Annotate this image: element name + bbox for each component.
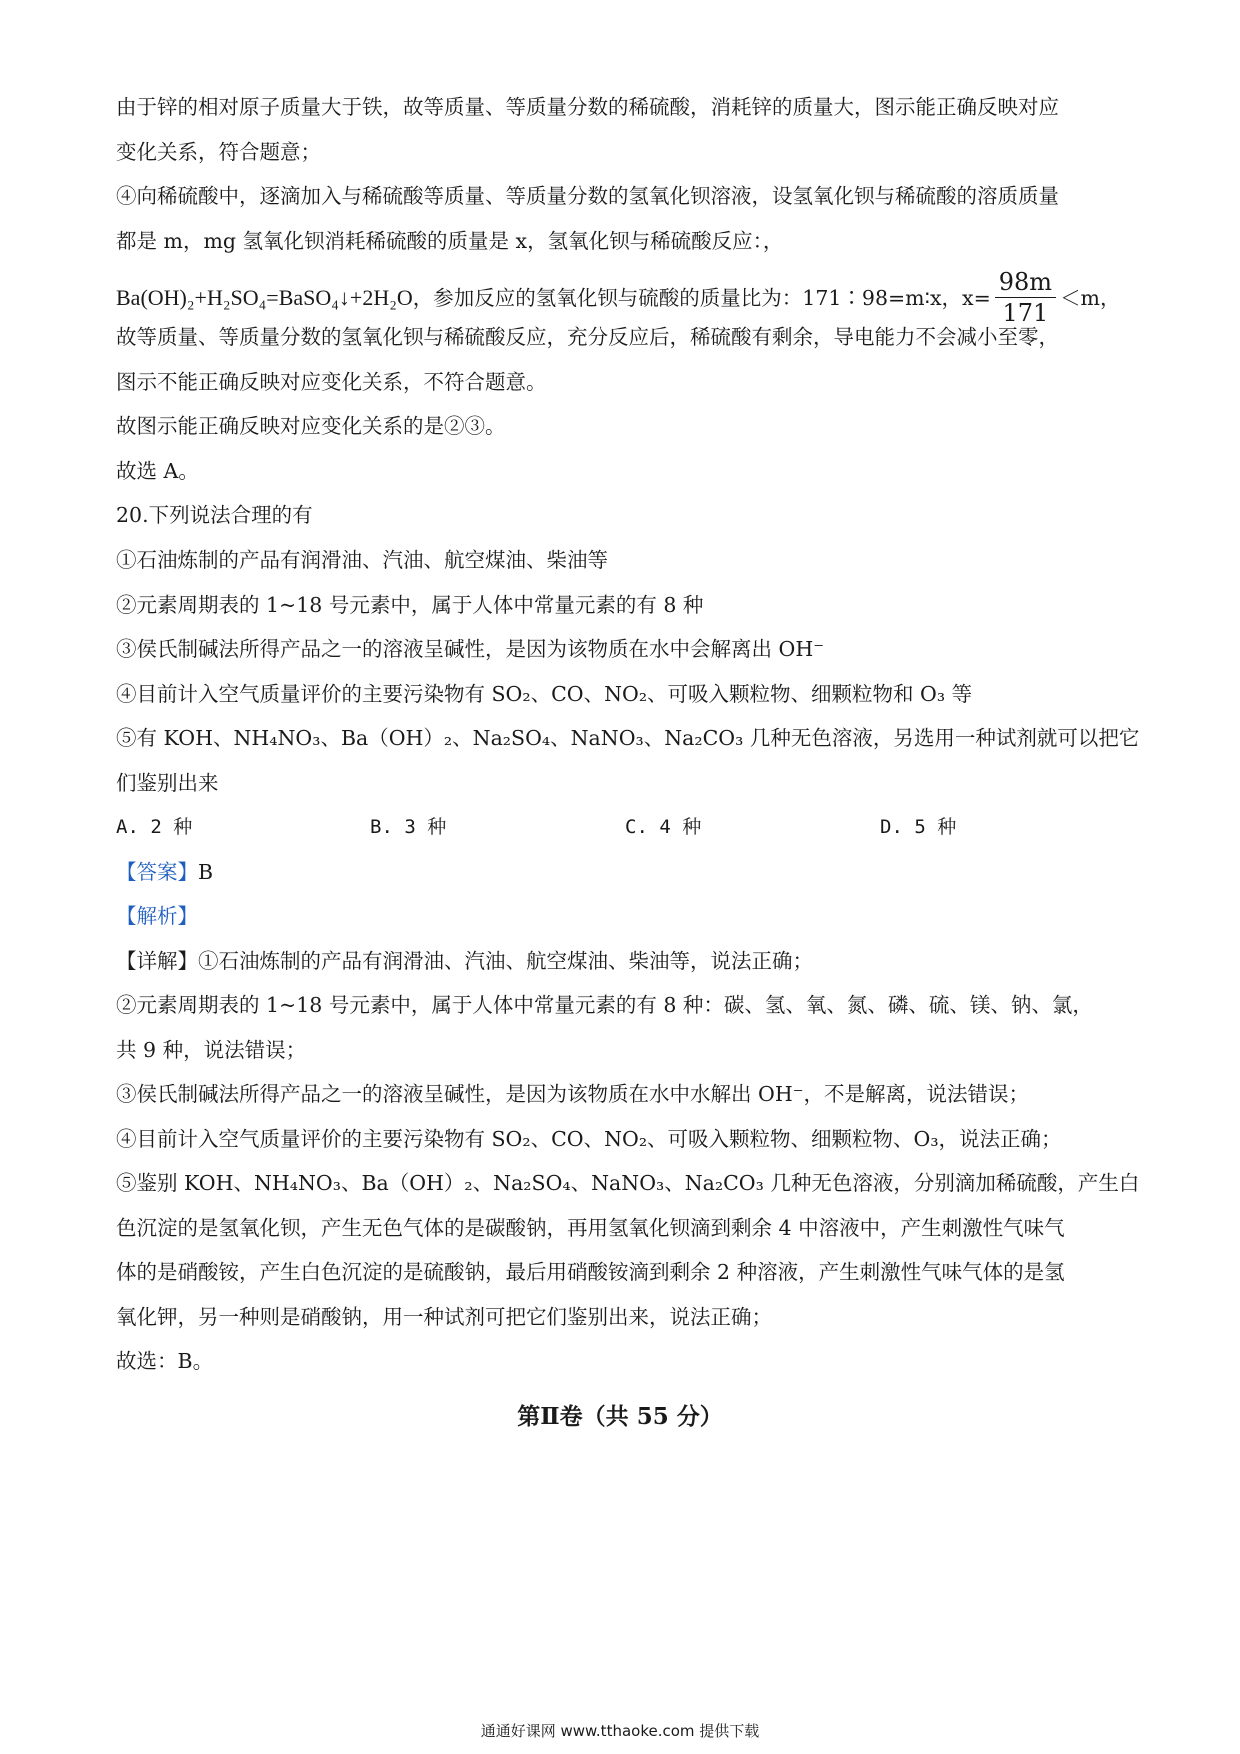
detail-line: ④目前计入空气质量评价的主要污染物有 SO₂、CO、NO₂、可吸入颗粒物、细颗粒物、O₃，说法正确； — [116, 1127, 1062, 1151]
analysis-line — [116, 901, 198, 931]
fraction-numerator: 98m — [995, 267, 1056, 298]
option-d — [880, 812, 956, 839]
fraction-denominator: 171 — [1002, 299, 1049, 327]
equation-ratio-text: ，参加反应的氢氧化钡与硫酸的质量比为：171∶98=m∶x，x= — [412, 286, 991, 310]
detail-line: 【详解】①石油炼制的产品有润滑油、汽油、航空煤油、柴油等，说法正确； — [116, 949, 813, 973]
option-label: D. — [880, 816, 903, 838]
answer-value: B — [198, 860, 214, 884]
paragraph-line: 故选 A。 — [116, 459, 199, 483]
paragraph-line: 故等质量、等质量分数的氢氧化钡与稀硫酸反应，充分反应后，稀硫酸有剩余，导电能力不会减小至零， — [116, 325, 1059, 349]
chemical-equation: Ba(OH)₂+H₂SO₄=BaSO₄↓+2H₂O — [116, 285, 413, 310]
option-b — [370, 812, 446, 839]
paragraph-line: ④向稀硫酸中，逐滴加入与稀硫酸等质量、等质量分数的氢氧化钡溶液，设氢氧化钡与稀硫酸的溶质质量 — [116, 184, 1059, 208]
section-title: 第Ⅱ卷（共 55 分） — [517, 1403, 723, 1430]
detail-line: 色沉淀的是氢氧化钡，产生无色气体的是碳酸钠，再用氢氧化钡滴到剩余 4 中溶液中，产生刺激性气味气 — [116, 1216, 1065, 1240]
paragraph-line: 图示不能正确反映对应变化关系，不符合题意。 — [116, 370, 547, 394]
question-statement: 们鉴别出来 — [116, 771, 219, 795]
detail-line: 共 9 种，说法错误； — [116, 1038, 307, 1062]
option-label: A. — [116, 816, 139, 838]
question-statement: ③侯氏制碱法所得产品之一的溶液呈碱性，是因为该物质在水中会解离出 OH⁻ — [116, 637, 825, 661]
footer-text: 通通好课网 www.tthaoke.com 提供下载 — [480, 1722, 760, 1740]
option-text: 3 种 — [404, 816, 447, 838]
detail-line: ⑤鉴别 KOH、NH₄NO₃、Ba（OH）₂、Na₂SO₄、NaNO₃、Na₂CO₃ 几种无色溶液，分别滴加稀硫酸，产生白 — [116, 1171, 1140, 1195]
question-title: 20.下列说法合理的有 — [116, 503, 313, 527]
answer-line — [116, 857, 213, 887]
option-a — [116, 812, 192, 839]
detail-line: 故选：B。 — [116, 1349, 214, 1373]
option-text: 5 种 — [914, 816, 957, 838]
question-statement: ④目前计入空气质量评价的主要污染物有 SO₂、CO、NO₂、可吸入颗粒物、细颗粒物和 O₃ 等 — [116, 682, 973, 706]
paragraph-line: 都是 m，mg 氢氧化钡消耗稀硫酸的质量是 x，氢氧化钡与稀硫酸反应：， — [116, 229, 784, 253]
paragraph-line: 故图示能正确反映对应变化关系的是②③。 — [116, 414, 506, 438]
detail-line: ③侯氏制碱法所得产品之一的溶液呈碱性，是因为该物质在水中水解出 OH⁻，不是解离，说法错误； — [116, 1082, 1030, 1106]
question-statement: ②元素周期表的 1~18 号元素中，属于人体中常量元素的有 8 种 — [116, 593, 704, 617]
option-c — [625, 812, 701, 839]
equation-end-text: ＜m， — [1060, 286, 1121, 310]
detail-line: 体的是硝酸铵，产生白色沉淀的是硫酸钠，最后用硝酸铵滴到剩余 2 种溶液，产生刺激性气味气体的是氢 — [116, 1260, 1065, 1284]
question-statement: ⑤有 KOH、NH₄NO₃、Ba（OH）₂、Na₂SO₄、NaNO₃、Na₂CO₃ 几种无色溶液，另选用一种试剂就可以把它 — [116, 726, 1140, 750]
option-text: 2 种 — [150, 816, 193, 838]
detail-line: 氧化钾，另一种则是硝酸钠，用一种试剂可把它们鉴别出来，说法正确； — [116, 1305, 772, 1329]
answer-tag: 【答案】 — [116, 860, 198, 884]
analysis-tag: 【解析】 — [116, 904, 198, 928]
paragraph-line: 变化关系，符合题意； — [116, 140, 321, 164]
question-statement: ①石油炼制的产品有润滑油、汽油、航空煤油、柴油等 — [116, 548, 608, 572]
option-label: B. — [370, 816, 393, 838]
paragraph-line: 由于锌的相对原子质量大于铁，故等质量、等质量分数的稀硫酸，消耗锌的质量大，图示能正确反映对应 — [116, 95, 1059, 119]
detail-line: ②元素周期表的 1~18 号元素中，属于人体中常量元素的有 8 种：碳、氢、氧、氮、磷、硫、镁、钠、氯， — [116, 993, 1093, 1017]
option-text: 4 种 — [659, 816, 702, 838]
fraction — [995, 267, 1056, 328]
option-label: C. — [625, 816, 648, 838]
equation-line — [116, 268, 1121, 330]
